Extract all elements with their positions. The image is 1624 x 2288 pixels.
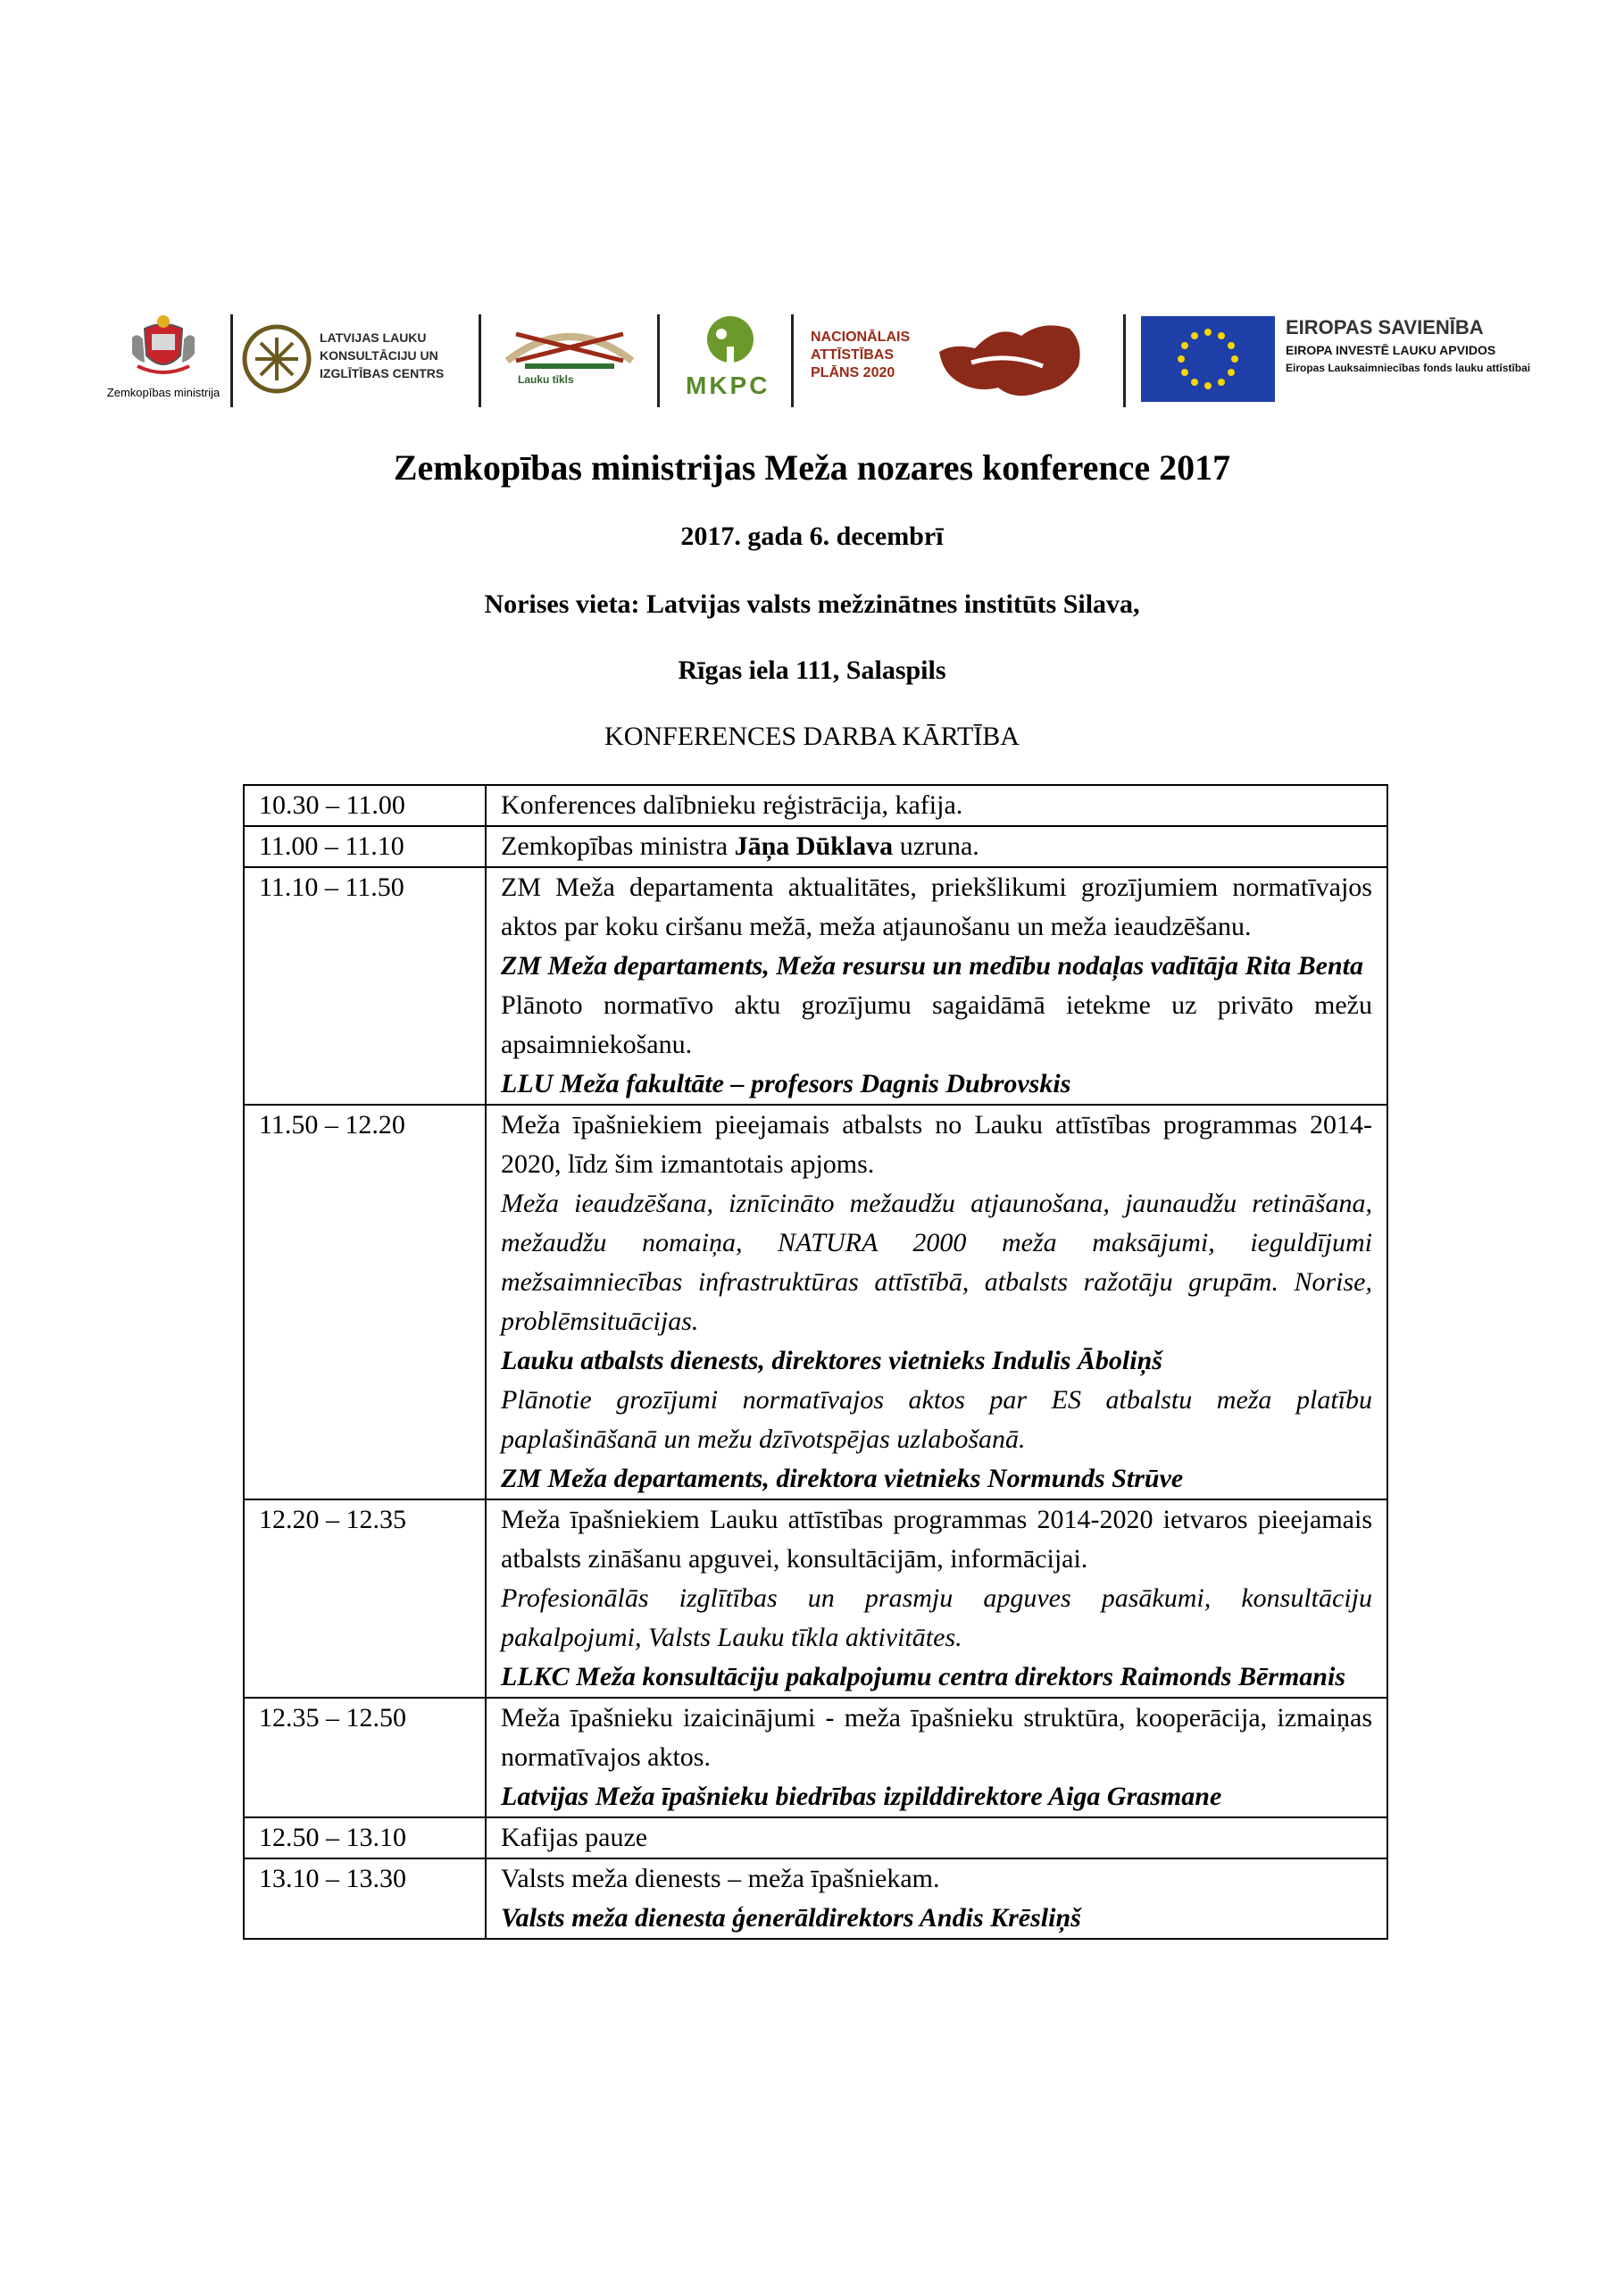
- lauku-tikls-text: Lauku tīkls: [518, 373, 574, 386]
- nap-line-3: PLĀNS 2020: [811, 365, 895, 380]
- speaker-text: ZM Meža departaments, direktora vietnieks Normunds Strūve: [501, 1464, 1184, 1493]
- llkc-text: [320, 329, 444, 382]
- description-cell: [486, 1817, 1387, 1858]
- logo-divider: [479, 314, 481, 407]
- llkc-emblem-icon: [241, 323, 312, 395]
- description-cell: [486, 1698, 1387, 1817]
- topic-text: Plānoto normatīvo aktu grozījumu sagaidāmā ietekme uz privāto mežu apsaimniekošanu.: [501, 990, 1372, 1059]
- description-cell: [486, 1105, 1387, 1499]
- logo-divider: [657, 314, 660, 407]
- speaker-text: LLKC Meža konsultāciju pakalpojumu centra direktors Raimonds Bērmanis: [501, 1662, 1345, 1691]
- nap-text: [811, 329, 910, 382]
- latvia-map-icon: [936, 316, 1087, 405]
- mkpc-logo: [677, 311, 784, 411]
- description-cell: [486, 1499, 1387, 1698]
- llkc-logo: [241, 311, 473, 411]
- page-title: Zemkopības ministrijas Meža nozares konference 2017: [393, 447, 1231, 488]
- eu-title: EIROPAS SAVIENĪBA: [1286, 316, 1484, 338]
- agenda-title: KONFERENCES DARBA KĀRTĪBA: [604, 722, 1020, 751]
- agenda-table: [243, 784, 1388, 1940]
- lauku-tikls-logo: [498, 311, 650, 411]
- venue-line-2: Rīgas iela 111, Salaspils: [678, 656, 946, 685]
- time-cell: 13.10 – 13.30: [244, 1858, 486, 1939]
- description-cell: [486, 1858, 1387, 1939]
- table-row: [244, 1698, 1387, 1817]
- table-row: [244, 1105, 1387, 1499]
- speaker-text: ZM Meža departaments, Meža resursu un medību nodaļas vadītāja Rita Benta: [501, 951, 1363, 981]
- table-row: [244, 867, 1387, 1105]
- tree-icon: [695, 314, 766, 368]
- zm-caption: Zemkopības ministrija: [106, 386, 221, 399]
- time-cell: 12.20 – 12.35: [244, 1499, 486, 1698]
- speaker-text: Valsts meža dienesta ģenerāldirektors Andis Krēsliņš: [501, 1903, 1081, 1933]
- time-cell: 11.00 – 11.10: [244, 826, 486, 867]
- logo-divider: [1123, 314, 1126, 407]
- description-text: uzruna.: [893, 831, 979, 861]
- eu-small-text: Eiropas Lauksaimniecības fonds lauku attīstībai: [1286, 362, 1531, 374]
- nap-line-2: ATTĪSTĪBAS: [811, 347, 895, 363]
- subtopic-text: Meža ieaudzēšana, iznīcināto mežaudžu atjaunošana, jaunaudžu retināšana, mežaudžu nomaiņa, NATURA 2000 meža maksājumi, ieguldījumi mežsaimniecības infrastruktūras attīstībā, atbalsts ražotāju grupām. Norise, problēmsituācijas.: [501, 1189, 1372, 1336]
- description-cell: [486, 785, 1387, 826]
- description-text: Zemkopības ministra: [501, 831, 735, 861]
- table-row: [244, 1817, 1387, 1858]
- topic-text: Meža īpašniekiem pieejamais atbalsts no Lauku attīstības programmas 2014-2020, līdz šim izmantotais apjoms.: [501, 1110, 1372, 1179]
- llkc-line-2: KONSULTĀCIJU UN: [320, 348, 438, 363]
- table-row: [244, 1499, 1387, 1698]
- subtopic-text: Profesionālās izglītības un prasmju apguves pasākumi, konsultāciju pakalpojumi, Valsts Lauku tīkla aktivitātes.: [501, 1583, 1372, 1652]
- coat-of-arms-icon: [105, 311, 221, 386]
- description-text: Kafijas pauze: [501, 1823, 648, 1852]
- description-cell: [486, 867, 1387, 1105]
- time-cell: 11.50 – 12.20: [244, 1105, 486, 1499]
- description-text: Konferences dalībnieku reģistrācija, kafija.: [501, 790, 963, 820]
- time-cell: 12.35 – 12.50: [244, 1698, 486, 1817]
- topic-text: Meža īpašnieku izaicinājumi - meža īpašnieku struktūra, kooperācija, izmaiņas normatīvajos aktos.: [501, 1703, 1372, 1772]
- time-cell: 10.30 – 11.00: [244, 785, 486, 826]
- eu-flag-icon: [1141, 316, 1275, 402]
- nap-line-1: NACIONĀLAIS: [811, 330, 911, 345]
- logo-divider: [791, 314, 794, 407]
- lauku-tikls-emblem-icon: [498, 316, 641, 373]
- mkpc-text: MKPC: [686, 372, 770, 399]
- speaker-text: Lauku atbalsts dienests, direktores vietnieks Indulis Āboliņš: [501, 1346, 1162, 1375]
- table-row: [244, 785, 1387, 826]
- speaker-text: Latvijas Meža īpašnieku biedrības izpilddirektore Aiga Grasmane: [501, 1782, 1222, 1811]
- time-cell: 12.50 – 13.10: [244, 1817, 486, 1858]
- llkc-line-3: IZGLĪTĪBAS CENTRS: [320, 366, 445, 380]
- eu-subtitle: EIROPA INVESTĒ LAUKU APVIDOS: [1286, 343, 1496, 357]
- zm-coat-of-arms-logo: [105, 311, 221, 411]
- llkc-line-1: LATVIJAS LAUKU: [320, 330, 427, 345]
- speaker-text: LLU Meža fakultāte – profesors Dagnis Dubrovskis: [501, 1069, 1071, 1098]
- topic-text: Valsts meža dienests – meža īpašniekam.: [501, 1864, 940, 1893]
- logo-divider: [230, 314, 233, 407]
- logo-strip: [105, 311, 1570, 411]
- event-date: 2017. gada 6. decembrī: [680, 522, 944, 551]
- topic-text: ZM Meža departamenta aktualitātes, priekšlikumi grozījumiem normatīvajos aktos par koku ciršanu mežā, meža atjaunošanu un meža ieaudzēšanu.: [501, 873, 1372, 941]
- description-cell: [486, 826, 1387, 867]
- table-row: [244, 826, 1387, 867]
- speaker-name: Jāņa Dūklava: [734, 831, 894, 861]
- table-row: [244, 1858, 1387, 1939]
- eu-logo: [1141, 311, 1570, 411]
- nap-2020-logo: [811, 311, 1096, 411]
- topic-text: Meža īpašniekiem Lauku attīstības programmas 2014-2020 ietvaros pieejamais atbalsts zināšanu apguvei, konsultācijām, informācijai.: [501, 1505, 1372, 1574]
- venue-line-1: Norises vieta: Latvijas valsts mežzinātnes institūts Silava,: [484, 589, 1140, 619]
- time-cell: 11.10 – 11.50: [244, 867, 486, 1105]
- subtopic-text: Plānotie grozījumi normatīvajos aktos par ES atbalstu meža platību paplašināšanā un mežu dzīvotspējas uzlabošanā.: [501, 1385, 1372, 1454]
